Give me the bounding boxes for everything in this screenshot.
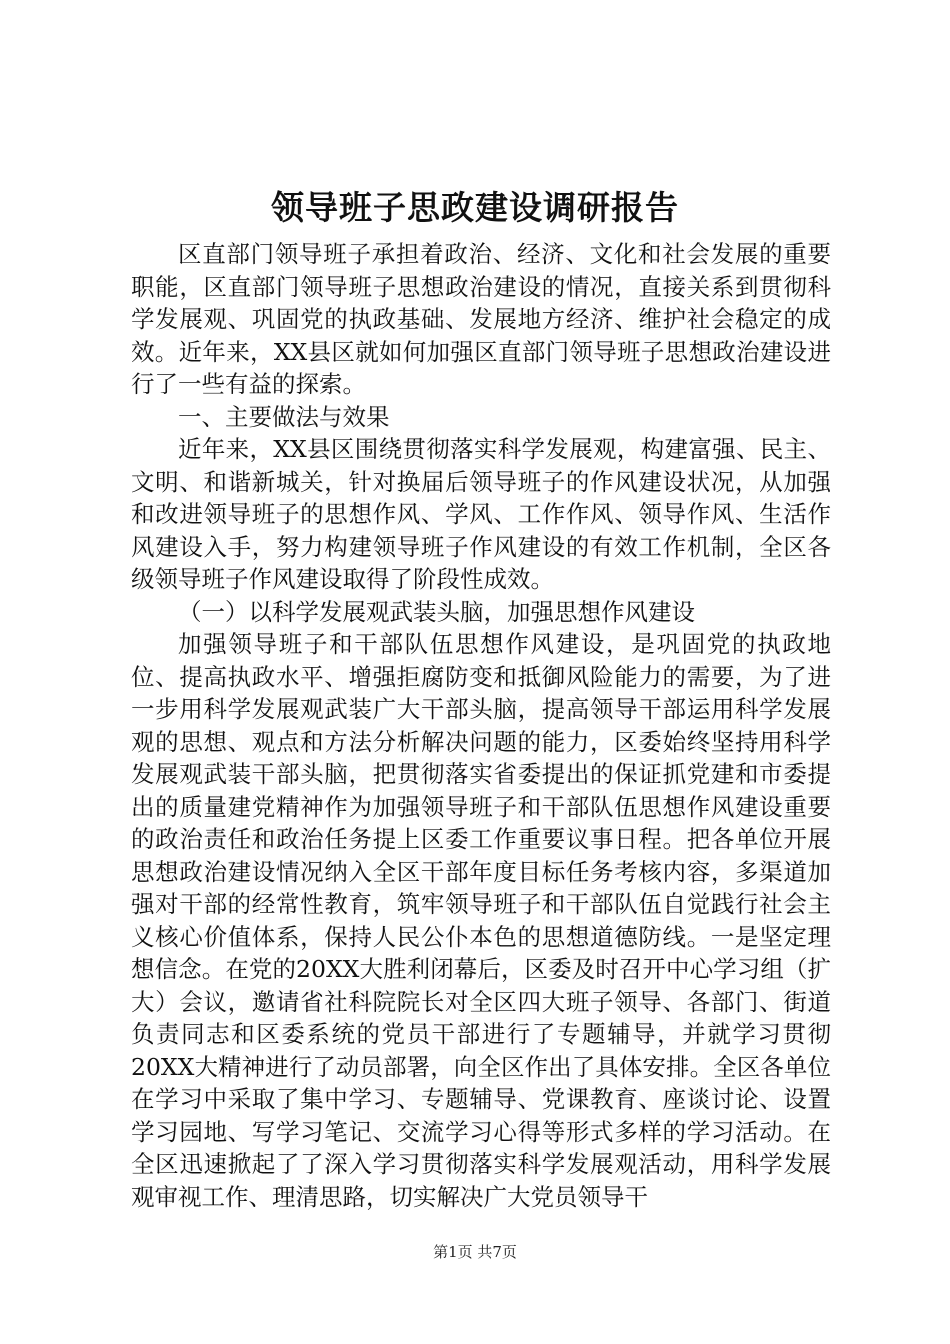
- document-title: 领导班子思政建设调研报告: [271, 188, 679, 227]
- document-body: [131, 238, 831, 1213]
- paragraph-overview: 近年来，XX县区围绕贯彻落实科学发展观，构建富强、民主、文明、和谐新城关，针对换届后领导班子的作风建设状况，从加强和改进领导班子的思想作风、学风、工作作风、领导作风、生活作风建设入手，努力构建领导班子作风建设的有效工作机制，全区各级领导班子作风建设取得了阶段性成效。: [131, 435, 831, 593]
- paragraph-intro: 区直部门领导班子承担着政治、经济、文化和社会发展的重要职能，区直部门领导班子思想政治建设的情况，直接关系到贯彻科学发展观、巩固党的执政基础、发展地方经济、维护社会稳定的成效。近年来，XX县区就如何加强区直部门领导班子思想政治建设进行了一些有益的探索。: [131, 240, 831, 398]
- page-number-footer: 第1页 共7页: [433, 1243, 517, 1261]
- section-heading-1: 一、主要做法与效果: [178, 402, 390, 431]
- subsection-heading-1: （一）以科学发展观武装头脑，加强思想作风建设: [178, 597, 695, 626]
- paragraph-thought-style: 加强领导班子和干部队伍思想作风建设，是巩固党的执政地位、提高执政水平、增强拒腐防变和抵御风险能力的需要，为了进一步用科学发展观武装广大干部头脑，提高领导干部运用科学发展观的思想、观点和方法分析解决问题的能力，区委始终坚持用科学发展观武装干部头脑，把贯彻落实省委提出的保证抓党建和市委提出的质量建党精神作为加强领导班子和干部队伍思想作风建设重要的政治责任和政治任务提上区委工作重要议事日程。把各单位开展思想政治建设情况纳入全区干部年度目标任务考核内容，多渠道加强对干部的经常性教育，筑牢领导班子和干部队伍自觉践行社会主义核心价值体系，保持人民公仆本色的思想道德防线。一是坚定理想信念。在党的20XX大胜利闭幕后，区委及时召开中心学习组（扩大）会议，邀请省社科院院长对全区四大班子领导、各部门、街道负责同志和区委系统的党员干部进行了专题辅导，并就学习贯彻20XX大精神进行了动员部署，向全区作出了具体安排。全区各单位在学习中采取了集中学习、专题辅导、党课教育、座谈讨论、设置学习园地、写学习笔记、交流学习心得等形式多样的学习活动。在全区迅速掀起了了深入学习贯彻落实科学发展观活动，用科学发展观审视工作、理清思路，切实解决广大党员领导干: [131, 630, 831, 1211]
